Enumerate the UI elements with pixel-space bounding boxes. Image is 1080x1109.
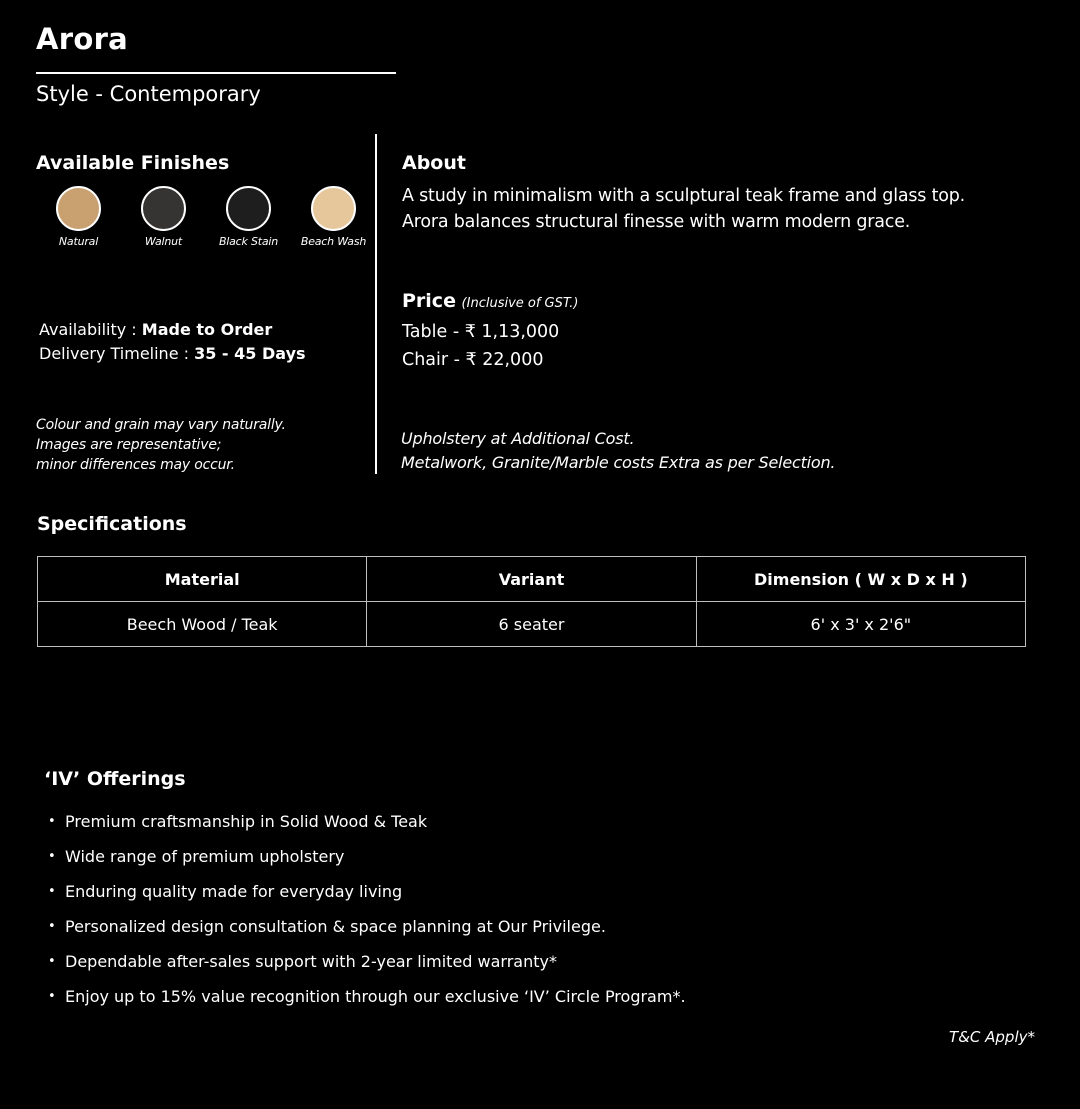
offerings-list [44, 804, 686, 1014]
finish-label: Walnut [144, 235, 183, 248]
price-chair: Chair - ₹ 22,000 [402, 350, 544, 370]
offerings-heading: ‘IV’ Offerings [44, 768, 186, 790]
finish-natural[interactable] [36, 186, 121, 248]
delivery-row [39, 342, 306, 366]
finish-beach-wash[interactable] [291, 186, 376, 248]
vertical-divider [375, 134, 377, 474]
header-dimension: Dimension ( W x D x H ) [696, 557, 1025, 602]
cell-dimension: 6' x 3' x 2'6" [696, 602, 1025, 647]
about-line: Arora balances structural finesse with warm modern grace. [402, 212, 911, 232]
list-item: • Enjoy up to 15% value recognition through our exclusive ‘IV’ Circle Program*. [44, 979, 686, 1014]
about-text [402, 183, 1042, 235]
finish-walnut[interactable] [121, 186, 206, 248]
delivery-label: Delivery Timeline : [39, 344, 195, 363]
product-style: Style - Contemporary [36, 82, 261, 106]
header-material: Material [38, 557, 367, 602]
cell-material: Beech Wood / Teak [38, 602, 367, 647]
disclaimer-line: Images are representative; [36, 437, 222, 453]
specifications-heading: Specifications [37, 513, 187, 535]
finish-label: Beach Wash [300, 235, 367, 248]
list-item: • Wide range of premium upholstery [44, 839, 686, 874]
disclaimer-line: Colour and grain may vary naturally. [36, 417, 286, 433]
price-block [402, 287, 579, 374]
finishes-heading: Available Finishes [36, 152, 230, 174]
delivery-value: 35 - 45 Days [194, 344, 306, 363]
finishes-list [36, 186, 376, 248]
table-row [38, 602, 1026, 647]
availability-block [39, 318, 306, 366]
title-underline [36, 72, 396, 74]
price-table: Table - ₹ 1,13,000 [402, 322, 560, 342]
list-item: • Personalized design consultation & space planning at Our Privilege. [44, 909, 686, 944]
availability-label: Availability : [39, 320, 142, 339]
finish-swatch [226, 186, 271, 231]
extra-note-line: Upholstery at Additional Cost. [401, 429, 635, 448]
availability-row [39, 318, 306, 342]
about-line: A study in minimalism with a sculptural teak frame and glass top. [402, 186, 966, 206]
disclaimer [36, 415, 286, 475]
finish-black-stain[interactable] [206, 186, 291, 248]
table-header-row [38, 557, 1026, 602]
disclaimer-line: minor differences may occur. [36, 457, 235, 473]
finish-label: Natural [58, 235, 99, 248]
finish-label: Black Stain [218, 235, 279, 248]
list-item: • Premium craftsmanship in Solid Wood & Teak [44, 804, 686, 839]
about-heading: About [402, 152, 466, 174]
finish-swatch [56, 186, 101, 231]
product-title: Arora [36, 22, 129, 56]
list-item: • Dependable after-sales support with 2-year limited warranty* [44, 944, 686, 979]
extra-notes [401, 427, 835, 475]
price-note: (Inclusive of GST.) [461, 296, 579, 311]
cell-variant: 6 seater [367, 602, 696, 647]
finish-swatch [141, 186, 186, 231]
terms-note[interactable]: T&C Apply* [949, 1028, 1035, 1046]
specifications-table [37, 556, 1026, 647]
availability-value: Made to Order [141, 320, 273, 339]
header-variant: Variant [367, 557, 696, 602]
list-item: • Enduring quality made for everyday living [44, 874, 686, 909]
price-heading [402, 287, 579, 318]
finish-swatch [311, 186, 356, 231]
price-title: Price [402, 290, 456, 312]
extra-note-line: Metalwork, Granite/Marble costs Extra as per Selection. [401, 453, 836, 472]
